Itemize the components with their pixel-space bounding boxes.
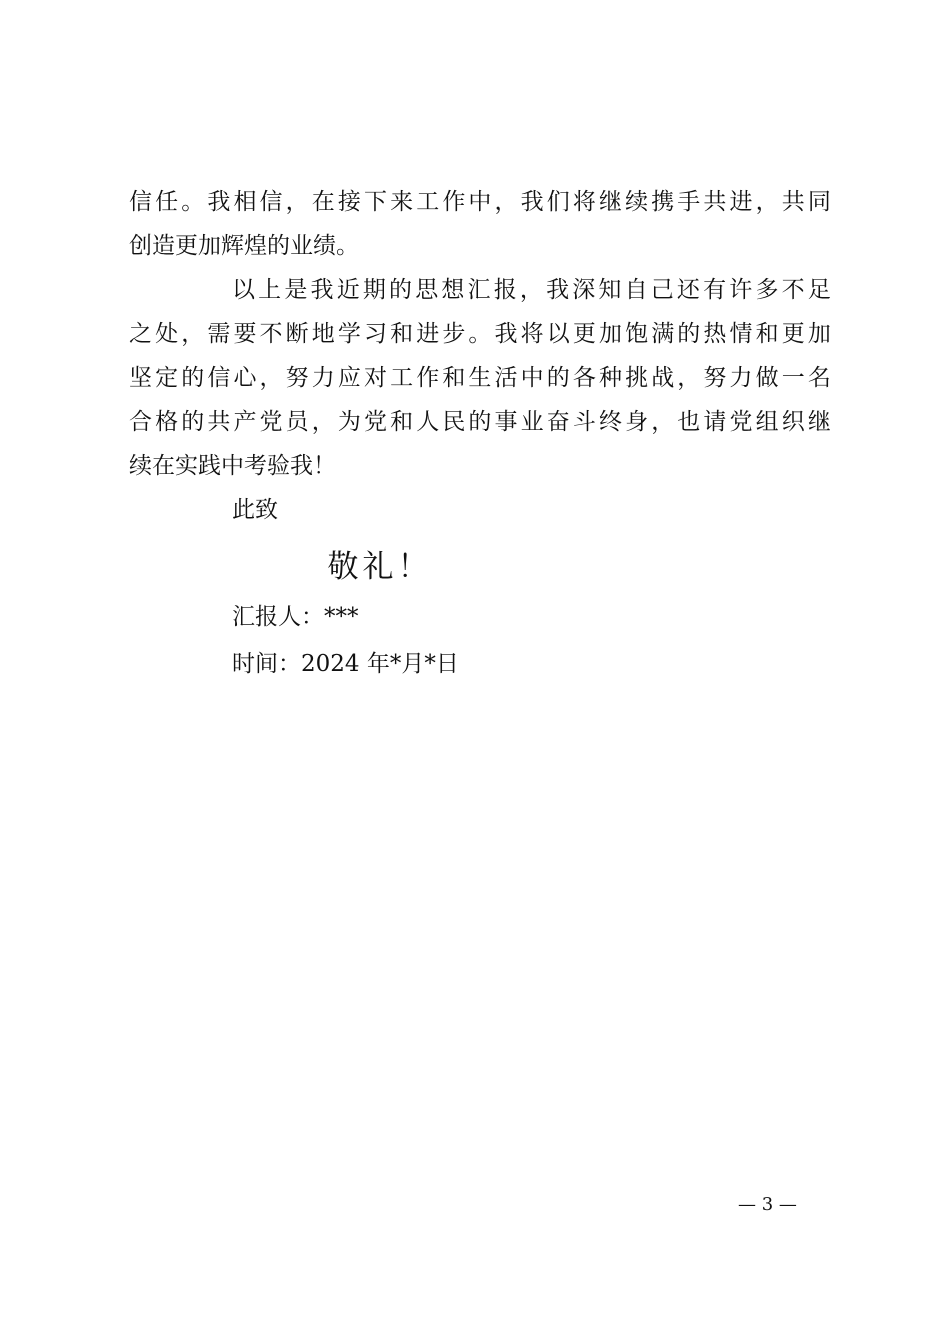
report-date: 时间：2024 年*月*日 <box>232 651 459 677</box>
page-number: — 3 — <box>738 1194 797 1215</box>
body-line: 合 格 的 共 产 党 员 ， 为 党 和 人 民 的 事 业 奋 斗 终 身 ， 也 请 党 组 织 继 <box>129 409 831 435</box>
body-line: 之 处 ， 需 要 不 断 地 学 习 和 进 步 。 我 将 以 更 加 饱 满 的 热 情 和 更 加 <box>129 321 831 347</box>
reporter-signature: 汇报人：*** <box>232 604 359 630</box>
body-line: 以 上 是 我 近 期 的 思 想 汇 报 ， 我 深 知 自 己 还 有 许 多 不 足 <box>232 277 831 303</box>
letter-body <box>129 180 831 532</box>
body-line: 信 任 。 我 相 信 ， 在 接 下 来 工 作 中 ， 我 们 将 继 续 携 手 共 进 ， 共 同 <box>129 189 831 215</box>
body-line: 坚 定 的 信 心 ， 努 力 应 对 工 作 和 生 活 中 的 各 种 挑 战 ， 努 力 做 一 名 <box>129 365 831 391</box>
closing-phrase: 此致 <box>232 497 278 523</box>
body-line: 续在实践中考验我！ <box>129 453 336 479</box>
salute-text: 敬礼！ <box>327 549 433 585</box>
body-line: 创造更加辉煌的业绩。 <box>129 233 359 259</box>
